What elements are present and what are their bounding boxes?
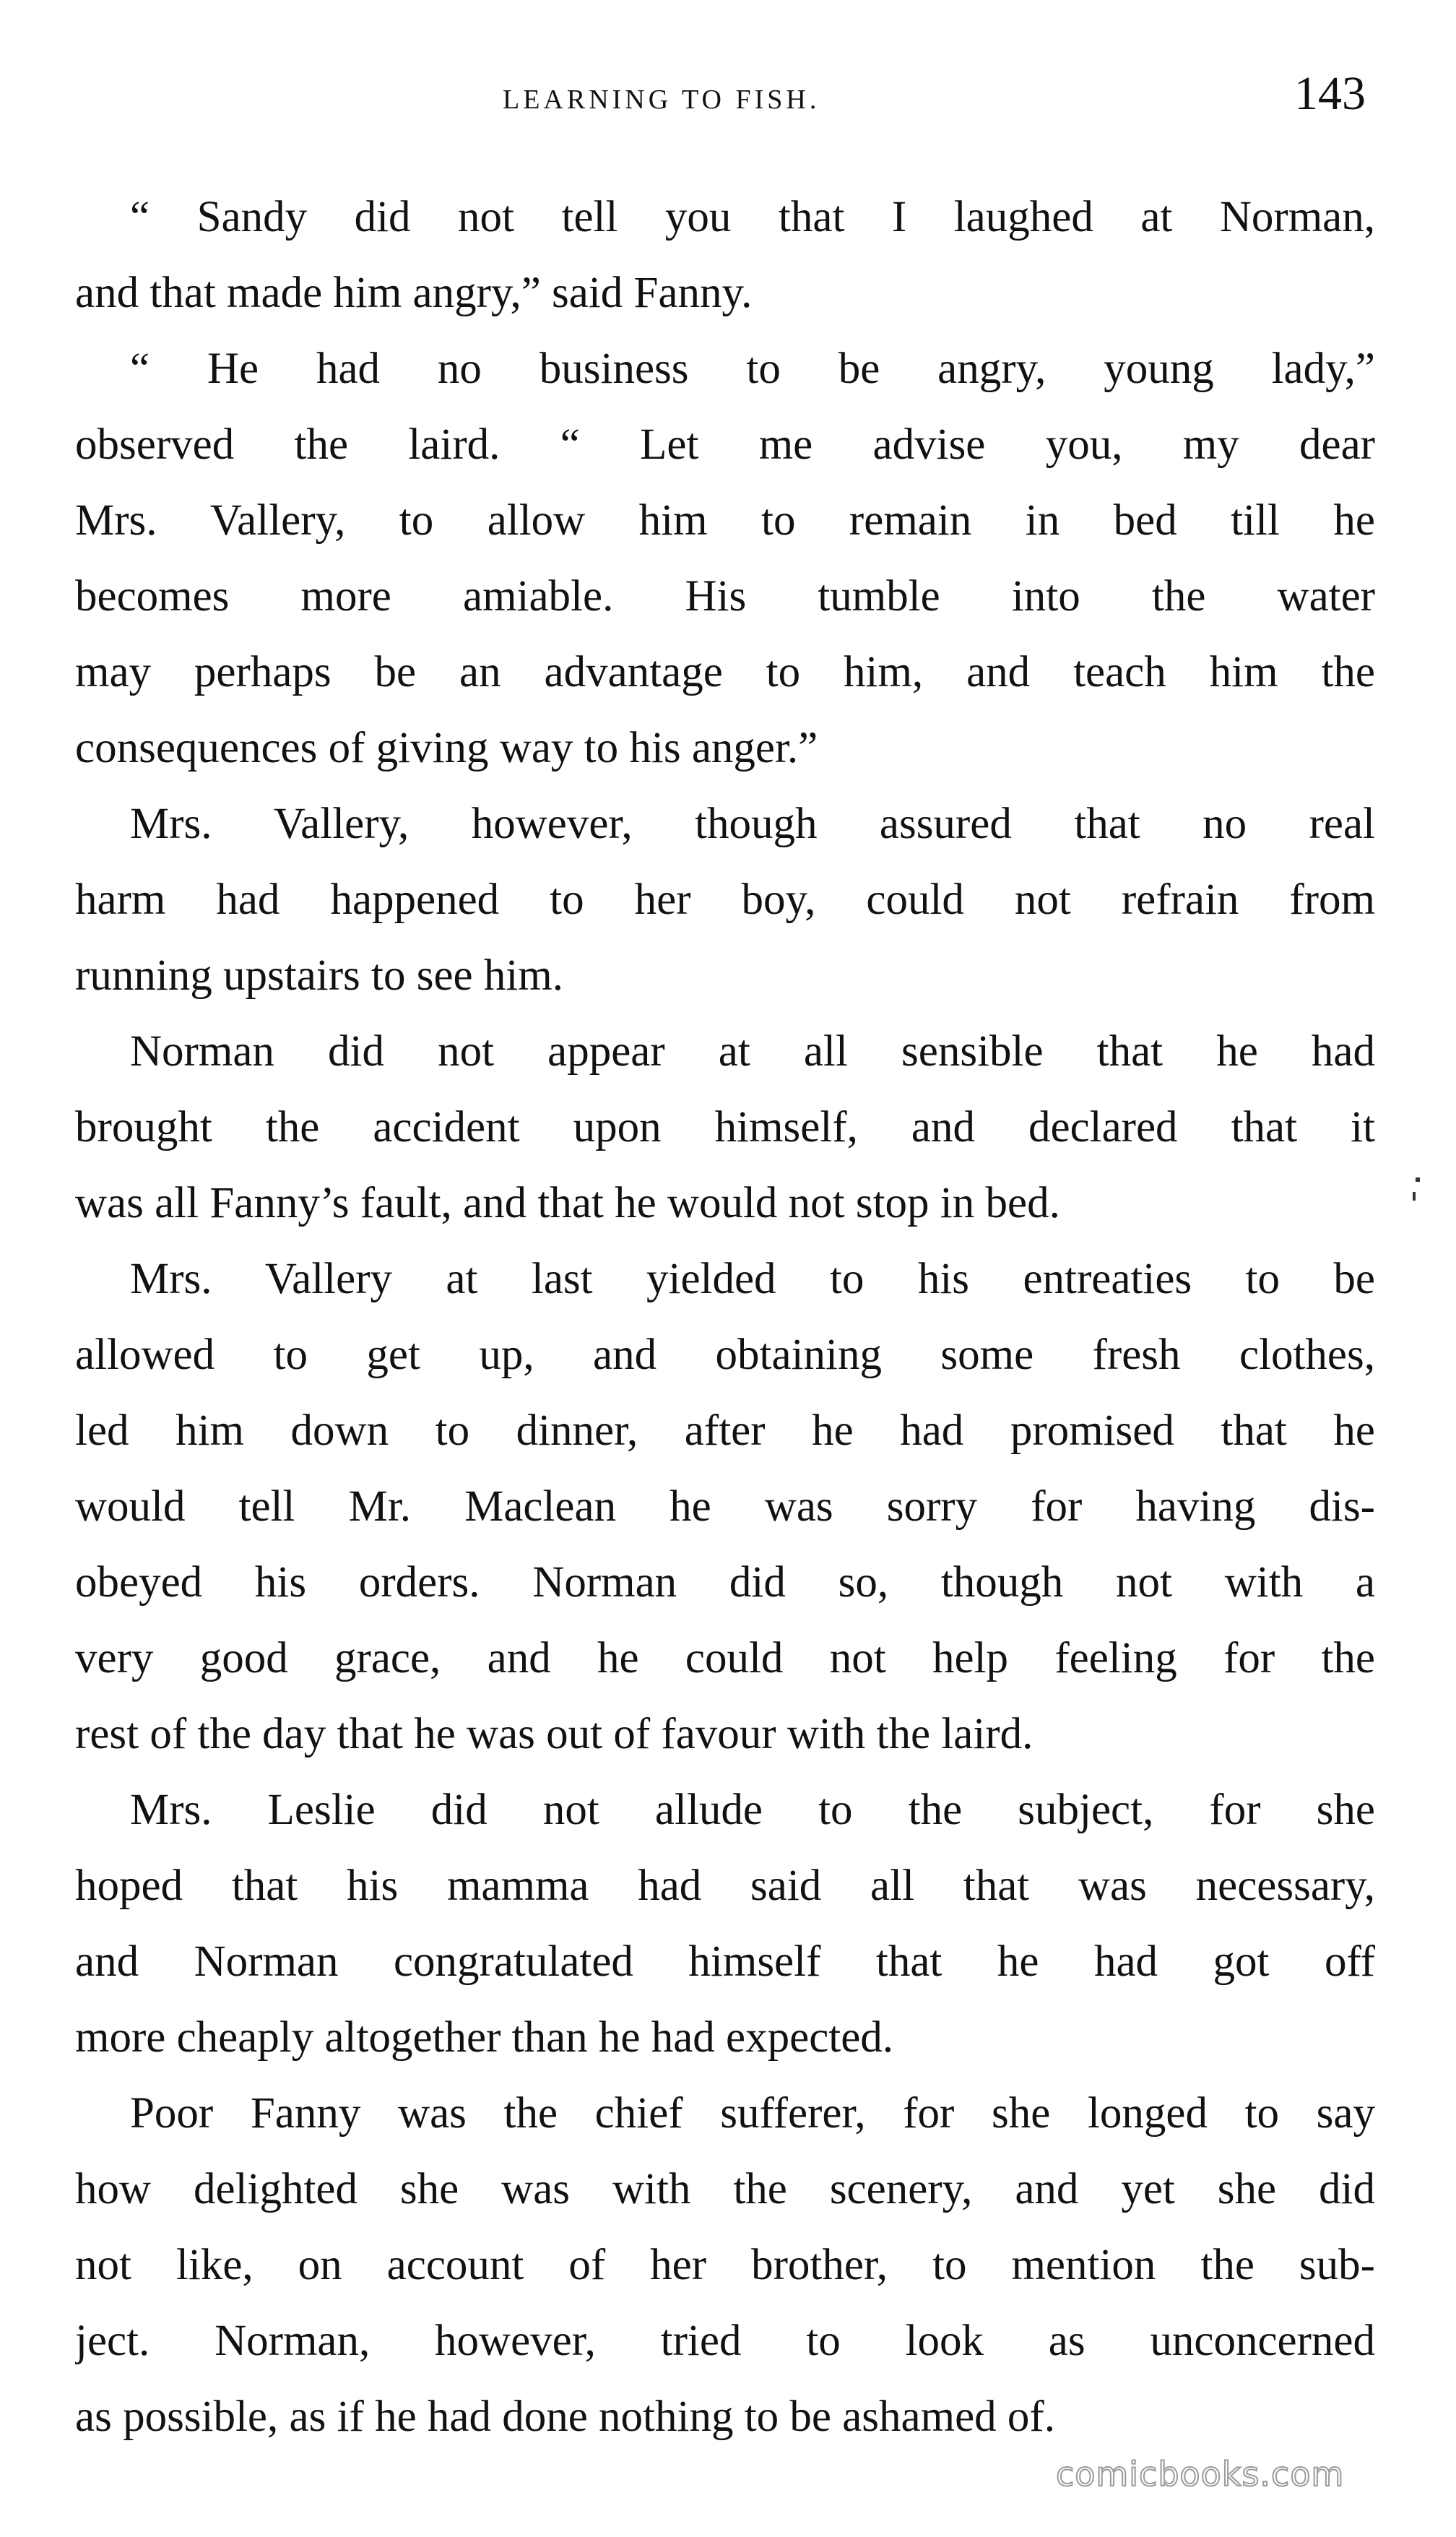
text-line: “ He had no business to be angry, young lady,” <box>130 345 1375 393</box>
text-line: may perhaps be an advantage to him, and teach him the <box>75 648 1375 696</box>
text-line: “ Sandy did not tell you that I laughed at Norman, <box>130 193 1375 241</box>
paragraph <box>75 331 1375 786</box>
text-line: was all Fanny’s fault, and that he would not stop in bed. <box>75 1179 1060 1227</box>
paragraph <box>75 2075 1375 2455</box>
text-line: Mrs. Vallery at last yielded to his entreaties to be <box>130 1255 1375 1303</box>
running-title: LEARNING TO FISH. <box>503 85 820 115</box>
watermark-logo: comicbooks.com <box>1056 2455 1345 2494</box>
text-line: Norman did not appear at all sensible that he had <box>130 1027 1375 1076</box>
text-line: consequences of giving way to his anger.” <box>75 724 818 772</box>
text-line: obeyed his orders. Norman did so, though not with a <box>75 1558 1375 1607</box>
print-speck <box>1413 1192 1416 1201</box>
text-line: not like, on account of her brother, to mention the sub- <box>75 2241 1375 2289</box>
print-speck <box>1416 1177 1420 1182</box>
text-line: led him down to dinner, after he had promised that he <box>75 1406 1375 1455</box>
text-line: allowed to get up, and obtaining some fresh clothes, <box>75 1331 1375 1379</box>
text-line: Poor Fanny was the chief sufferer, for she longed to say <box>130 2089 1375 2138</box>
text-line: very good grace, and he could not help feeling for the <box>75 1634 1375 1682</box>
text-line: how delighted she was with the scenery, and yet she did <box>75 2165 1375 2213</box>
text-line: and that made him angry,” said Fanny. <box>75 269 753 317</box>
paragraph <box>75 1241 1375 1772</box>
paragraph <box>75 179 1375 331</box>
text-line: observed the laird. “ Let me advise you, my dear <box>75 420 1375 469</box>
paragraph <box>75 1013 1375 1241</box>
paragraph <box>75 1772 1375 2075</box>
text-line: and Norman congratulated himself that he had got off <box>75 1937 1375 1986</box>
text-line: running upstairs to see him. <box>75 951 564 1000</box>
text-line: Mrs. Vallery, however, though assured that no real <box>130 800 1375 848</box>
text-line: rest of the day that he was out of favour with the laird. <box>75 1710 1034 1758</box>
text-line: as possible, as if he had done nothing to be ashamed of. <box>75 2393 1055 2441</box>
text-line: becomes more amiable. His tumble into the water <box>75 572 1375 621</box>
text-line: brought the accident upon himself, and declared that it <box>75 1103 1375 1151</box>
text-line: ject. Norman, however, tried to look as unconcerned <box>75 2317 1375 2365</box>
text-line: Mrs. Leslie did not allude to the subject, for she <box>130 1786 1375 1834</box>
text-line: more cheaply altogether than he had expected. <box>75 2013 894 2062</box>
text-line: hoped that his mamma had said all that was necessary, <box>75 1862 1375 1910</box>
text-line: harm had happened to her boy, could not refrain from <box>75 876 1375 924</box>
page-number: 143 <box>1294 67 1366 120</box>
body-text <box>75 179 1375 2455</box>
text-line: Mrs. Vallery, to allow him to remain in bed till he <box>75 496 1375 545</box>
text-line: would tell Mr. Maclean he was sorry for having dis- <box>75 1482 1375 1531</box>
paragraph <box>75 786 1375 1013</box>
running-head <box>0 66 1456 124</box>
